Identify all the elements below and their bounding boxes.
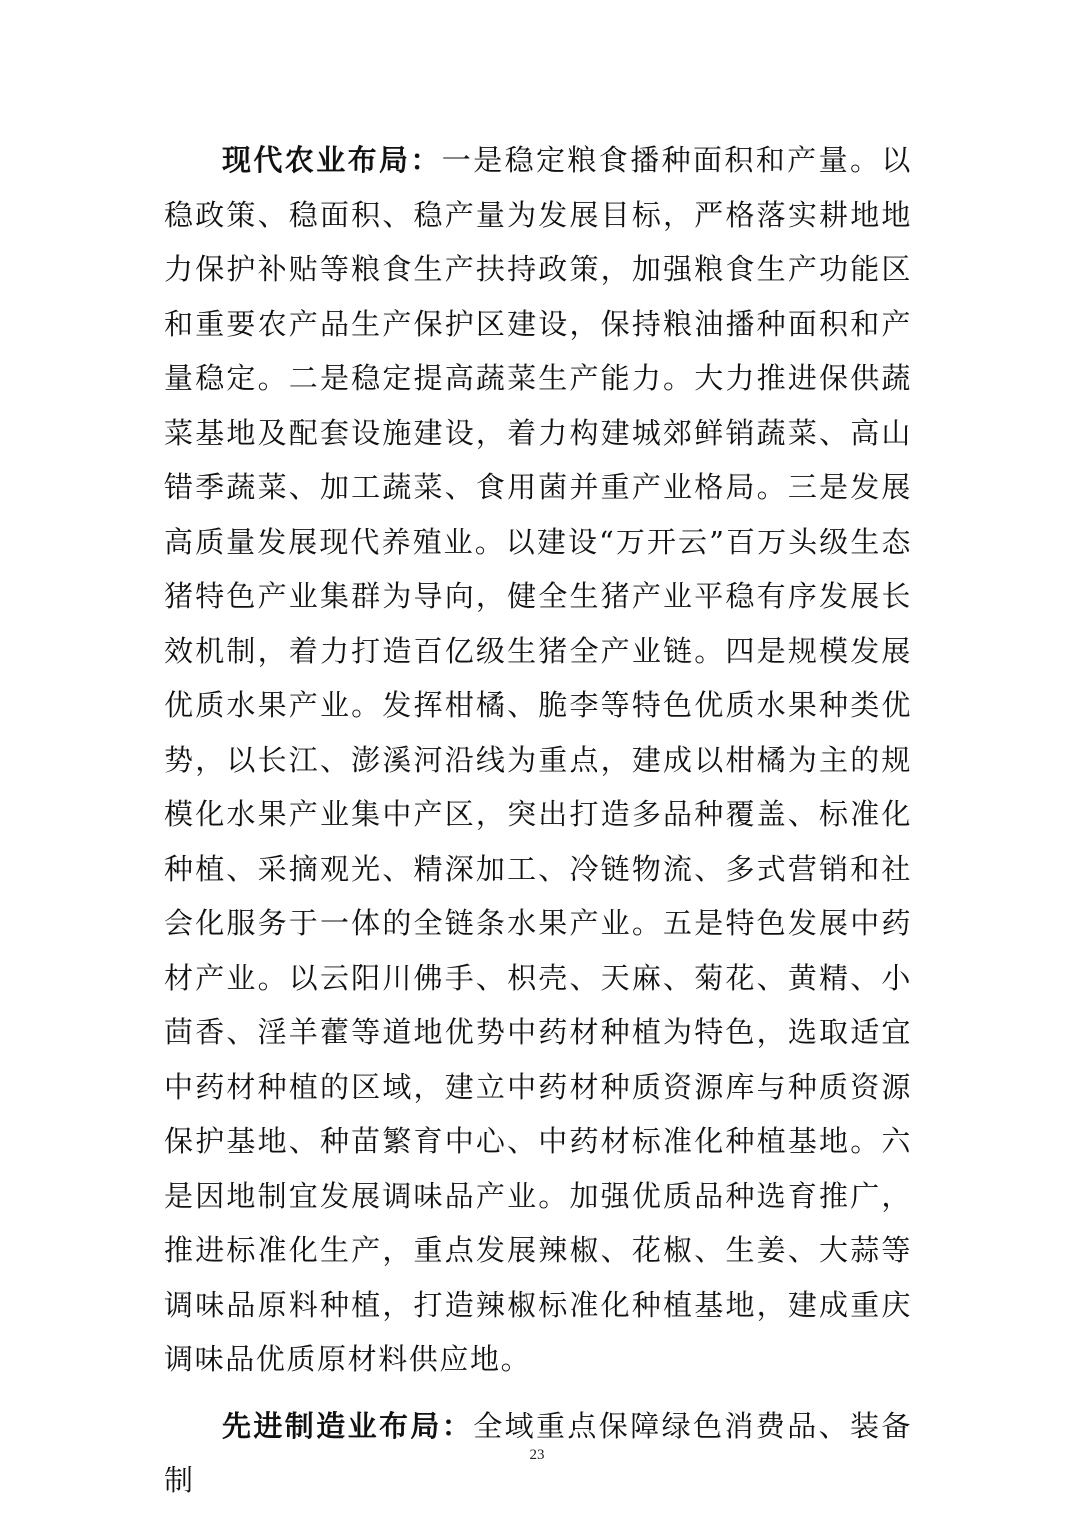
page-number: 23 bbox=[529, 1447, 545, 1463]
paragraph-text-modern-agriculture: 一是稳定粮食播种面积和产量。以稳政策、稳面积、稳产量为发展目标，严格落实耕地地力保护补贴等粮食生产扶持政策，加强粮食生产功能区和重要农产品生产保护区建设，保持粮油播种面积和产量稳定。二是稳定提高蔬菜生产能力。大力推进保供蔬菜基地及配套设施建设，着力构建城郊鲜销蔬菜、高山错季蔬菜、加工蔬菜、食用菌并重产业格局。三是发展高质量发展现代养殖业。以建设“万开云”百万头级生态猪特色产业集群为导向，健全生猪产业平稳有序发展长效机制，着力打造百亿级生猪全产业链。四是规模发展优质水果产业。发挥柑橘、脆李等特色优质水果种类优势，以长江、澎溪河沿线为重点，建成以柑橘为主的规模化水果产业集中产区，突出打造多品种覆盖、标准化种植、采摘观光、精深加工、冷链物流、多式营销和社会化服务于一体的全链条水果产业。五是特色发展中药材产业。以云阳川佛手、枳壳、天麻、菊花、黄精、小茴香、淫羊藿等道地优势中药材种植为特色，选取适宜中药材种植的区域，建立中药材种质资源库与种质资源保护基地、种苗繁育中心、中药材标准化种植基地。六是因地制宜发展调味品产业。加强优质品种选育推广，推进标准化生产，重点发展辣椒、花椒、生姜、大蒜等调味品原料种植，打造辣椒标准化种植基地，建成重庆调味品优质原材料供应地。 bbox=[164, 143, 912, 1376]
document-body bbox=[164, 133, 912, 1508]
paragraph-lead-modern-agriculture: 现代农业布局： bbox=[222, 143, 442, 177]
paragraph-text-advanced-manufacturing: 全域重点保障绿色消费品、装备制 bbox=[164, 1408, 912, 1497]
paragraph-modern-agriculture bbox=[164, 133, 912, 1387]
paragraph-lead-advanced-manufacturing: 先进制造业布局： bbox=[222, 1408, 474, 1443]
